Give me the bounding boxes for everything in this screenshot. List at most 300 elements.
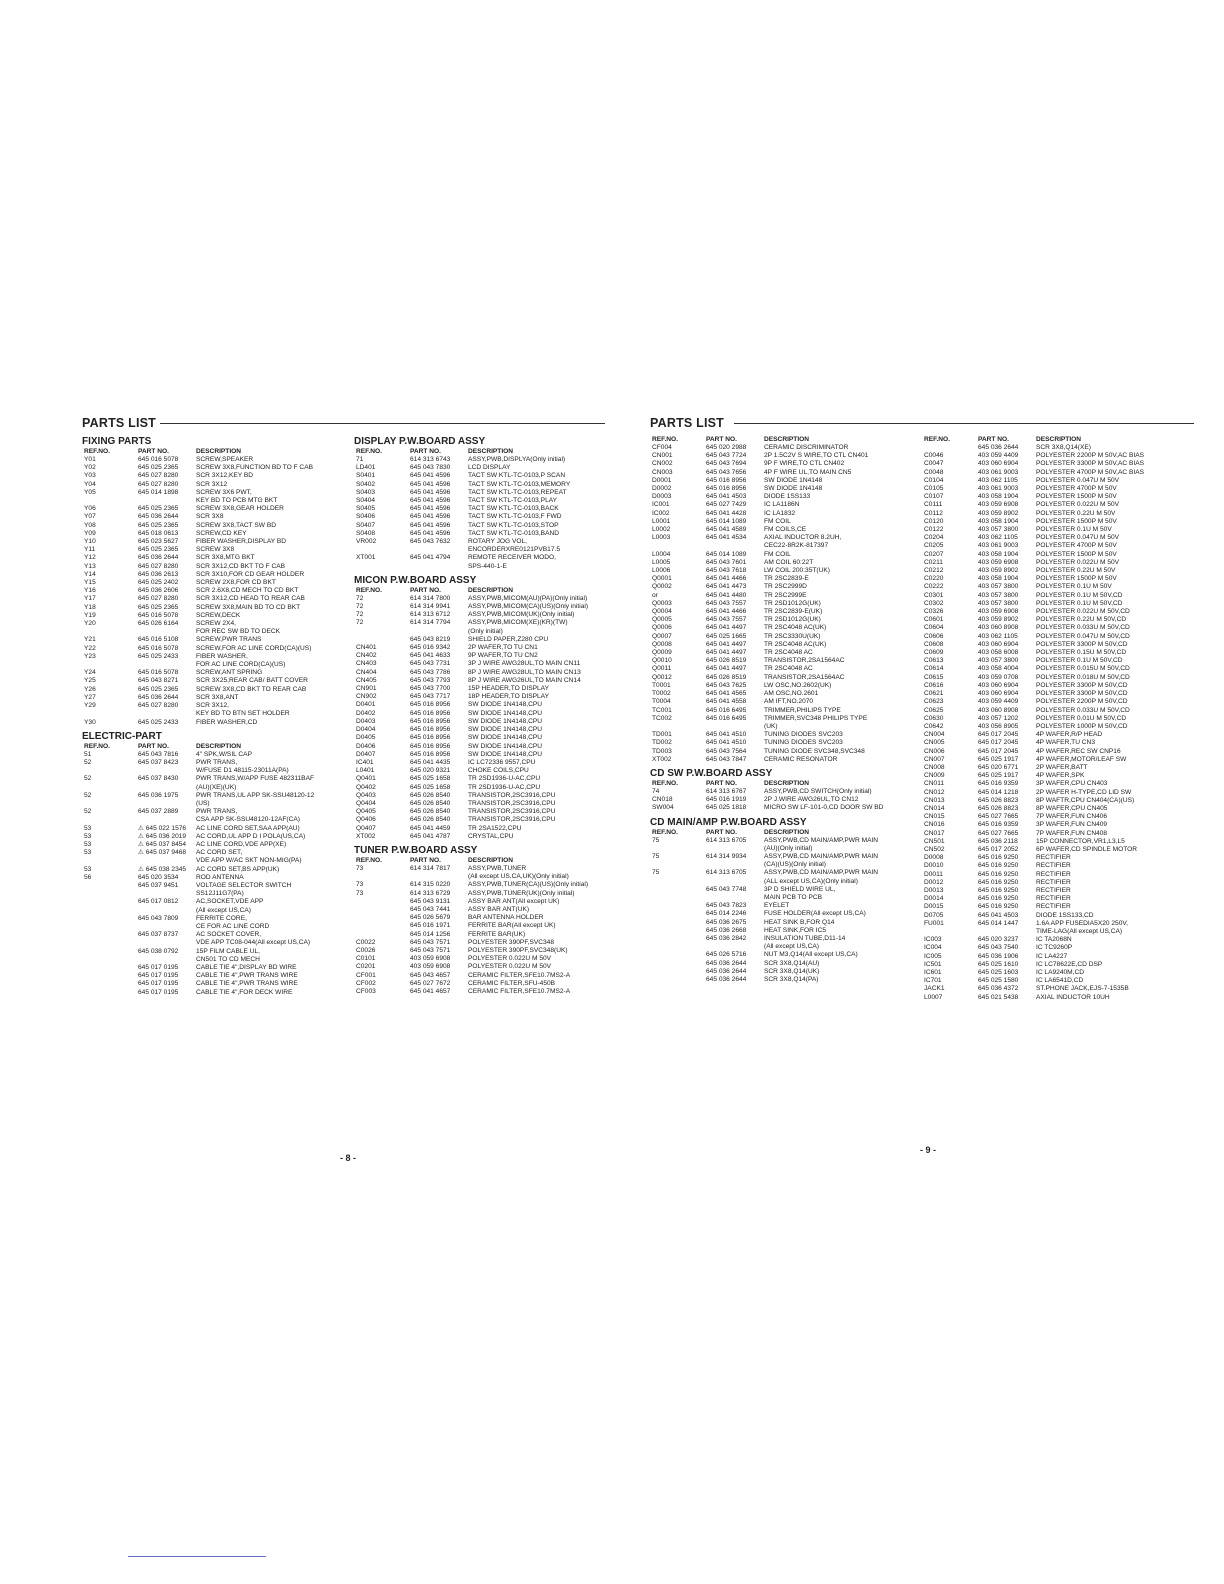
description: KEY BD TO BTN SET HOLDER — [196, 710, 290, 718]
description: SCR 3X8 — [196, 513, 224, 521]
ref-no: 72 — [356, 603, 364, 611]
table-header — [922, 436, 1194, 444]
description: HEAT SINK,FOR IC5 — [764, 926, 827, 934]
part-no: 645 026 5716 — [706, 951, 747, 959]
part-no-header: PART NO. — [706, 828, 738, 836]
ref-no — [82, 915, 138, 923]
description: BAR ANTENNA HOLDER — [468, 914, 544, 922]
description: SCREW,FOR AC LINE CORD(CA)(US) — [196, 644, 312, 652]
ref-no: L0001 — [652, 517, 671, 525]
part-no: 645 041 4596 — [410, 480, 451, 488]
part-no: 645 041 4794 — [410, 554, 451, 562]
table-row — [650, 723, 922, 731]
part-no: 614 313 6705 — [706, 869, 747, 877]
part-no-header: PART NO. — [138, 742, 170, 750]
table-row — [354, 906, 626, 914]
description: POLYESTER 1500P M 50V — [1036, 550, 1117, 558]
description: SCR 3X8,Q14(PA) — [764, 975, 819, 983]
table-row — [354, 718, 626, 726]
part-no: 645 016 5078 — [138, 644, 179, 652]
description: (All except US,CA) — [764, 943, 819, 951]
ref-no — [354, 914, 410, 922]
ref-no: 75 — [652, 869, 660, 877]
description: 8P WAFER,CPU CN405 — [1036, 804, 1108, 812]
description: EYELET — [764, 902, 790, 910]
ref-no: Q0008 — [652, 640, 672, 648]
table-row — [354, 980, 626, 988]
description: SCR 3X8,MTG BKT — [196, 554, 255, 562]
ref-no: 52 — [84, 758, 92, 766]
part-no: 645 014 2246 — [706, 910, 747, 918]
part-no: 645 017 0195 — [138, 988, 179, 996]
description: FOR AC LINE CORD(CA)(US) — [196, 661, 286, 669]
part-no: 403 057 3800 — [978, 657, 1019, 665]
part-no: 645 016 6495 — [706, 706, 747, 714]
parts-list-page-9 — [650, 416, 1195, 1001]
part-no: 645 025 2365 — [138, 505, 179, 513]
description: CEC22-8R2K-817397 — [764, 542, 829, 550]
description: TR 2SC4048 AC(UK) — [764, 624, 827, 632]
table-row — [650, 861, 922, 869]
table-row — [922, 534, 1194, 542]
part-no: 645 041 4428 — [706, 509, 747, 517]
table-row — [82, 759, 354, 767]
part-no: 645 043 7786 — [410, 668, 451, 676]
part-no: 645 025 1665 — [706, 632, 747, 640]
ref-no: Q0001 — [652, 575, 672, 583]
table-row — [922, 624, 1194, 632]
description: 2P WAFER,TO TU CN1 — [468, 644, 538, 652]
description: 15P FILM CABLE UL, — [196, 947, 261, 955]
part-no: 403 060 6904 — [978, 460, 1019, 468]
part-no: 645 043 7823 — [706, 902, 747, 910]
ref-no: CN013 — [924, 796, 945, 804]
description: SCR 3X8,ANT — [196, 693, 239, 701]
ref-no: 53 — [84, 832, 92, 840]
ref-no: Y29 — [84, 702, 96, 710]
ref-no: S0402 — [356, 480, 376, 488]
part-no — [138, 956, 196, 964]
description-header: DESCRIPTION — [1036, 436, 1082, 443]
part-no: 645 041 4435 — [410, 758, 451, 766]
description: TIME-LAG(All except US,CA) — [1036, 927, 1123, 935]
part-no: 403 059 0708 — [978, 673, 1019, 681]
table-row — [650, 583, 922, 591]
part-no — [706, 878, 764, 886]
part-no: 645 043 7793 — [410, 676, 451, 684]
part-no: 645 021 5438 — [978, 993, 1019, 1001]
ref-no — [650, 935, 706, 943]
part-no: 645 043 7571 — [410, 938, 451, 946]
part-no: 645 016 8956 — [410, 709, 451, 717]
part-no: 645 017 0195 — [138, 963, 179, 971]
description: 4P WAFER,MOTOR/LEAF SW — [1036, 755, 1127, 763]
ref-no: CF004 — [652, 444, 672, 451]
part-no: 645 026 8540 — [410, 816, 451, 824]
ref-no: CN402 — [356, 652, 377, 660]
ref-no — [650, 861, 706, 869]
page-title: PARTS LIST — [650, 416, 1195, 432]
part-no: 645 016 6495 — [706, 714, 747, 722]
part-no: 645 016 9342 — [410, 644, 451, 652]
part-no: 645 037 8423 — [138, 758, 179, 766]
ref-no — [922, 928, 978, 936]
description: LW OSC,NO.2602(UK) — [764, 681, 832, 689]
description: (UK) — [764, 722, 778, 730]
description: AC CORD SET, — [196, 849, 243, 857]
ref-no: 56 — [84, 873, 92, 881]
table-row — [922, 944, 1194, 952]
part-no: 645 016 1971 — [410, 922, 451, 930]
table-row — [922, 813, 1194, 821]
ref-no: L0003 — [652, 534, 671, 542]
part-no: 645 027 8280 — [138, 595, 179, 603]
part-no: 645 036 2644 — [138, 693, 179, 701]
part-no: 614 314 7817 — [410, 864, 451, 872]
ref-no: S0407 — [356, 521, 376, 529]
description: POLYESTER 0.1U M 50V — [1036, 526, 1112, 534]
part-no: 645 025 2365 — [138, 521, 179, 529]
part-no: ⚠ 645 036 2019 — [138, 832, 187, 840]
table-row — [82, 522, 354, 530]
table-row — [354, 759, 626, 767]
part-no: 645 017 2045 — [978, 747, 1019, 755]
ref-no: CN002 — [652, 460, 673, 468]
table-row — [354, 538, 626, 546]
part-no: 645 036 2644 — [138, 554, 179, 562]
part-no: 645 037 2889 — [138, 808, 179, 816]
part-no — [410, 546, 468, 554]
table-row — [354, 939, 626, 947]
table-row — [922, 567, 1194, 575]
table-row — [922, 805, 1194, 813]
ref-no — [650, 723, 706, 731]
ref-no: D0013 — [924, 886, 944, 894]
table-row — [922, 657, 1194, 665]
ref-no: C0207 — [924, 550, 944, 558]
description: CERAMIC DISCRIMINATOR — [764, 444, 849, 451]
ref-no: CN405 — [356, 676, 377, 684]
table-row — [354, 660, 626, 668]
ref-no: CF002 — [356, 979, 376, 987]
description: POLYESTER 0.022U M 50V,CD — [1036, 608, 1130, 616]
description: FIBER WASHER,CD — [196, 718, 258, 726]
title-rule — [734, 423, 1194, 424]
table-row — [82, 645, 354, 653]
part-no: 645 018 0613 — [138, 529, 179, 537]
description: 2P 1.5C2V S WIRE,TO CTL CN401 — [764, 452, 869, 460]
part-no: 645 016 8956 — [410, 750, 451, 758]
ref-no: IC001 — [652, 501, 670, 509]
part-no: 645 041 4534 — [706, 534, 747, 542]
table-row — [922, 616, 1194, 624]
description: 3P WAFER,FUN CN409 — [1036, 821, 1108, 829]
description: AC LINE CORD,VDE APP(XE) — [196, 840, 287, 848]
description: 4P WAFER,REC SW CNP16 — [1036, 747, 1121, 755]
ref-no: Q0403 — [356, 791, 376, 799]
description: TUNING DIODES SVC203 — [764, 731, 843, 739]
part-no: 403 057 3800 — [978, 591, 1019, 599]
table-row — [82, 587, 354, 595]
part-no: 645 025 2365 — [138, 685, 179, 693]
part-no: 645 016 8956 — [410, 742, 451, 750]
description: TR 2SC2839-E — [764, 575, 809, 583]
section-title: MICON P.W.BOARD ASSY — [354, 574, 477, 586]
part-no: 645 041 4596 — [410, 497, 451, 505]
part-no: 645 041 4459 — [410, 824, 451, 832]
part-no: 403 059 8902 — [978, 616, 1019, 624]
description: POLYESTER 1000P M 50V,CD — [1036, 722, 1128, 730]
table-row — [650, 845, 922, 853]
part-no — [138, 628, 196, 636]
table-row — [82, 719, 354, 727]
table-row — [922, 756, 1194, 764]
description: TUNING DIODES SVC203 — [764, 739, 843, 747]
table-row — [922, 460, 1194, 468]
table-row — [82, 939, 354, 947]
part-no: 645 041 4466 — [706, 575, 747, 583]
part-no: 403 060 8908 — [978, 624, 1019, 632]
part-no: 645 036 2644 — [706, 967, 747, 975]
table-row — [650, 960, 922, 968]
part-no-header: PART NO. — [410, 856, 442, 864]
table-row — [650, 707, 922, 715]
section-title: CD SW P.W.BOARD ASSY — [650, 767, 773, 779]
part-no — [138, 816, 196, 824]
ref-no-header: REF.NO. — [356, 856, 383, 864]
description: SCREW 3X6 PWT, — [196, 488, 252, 496]
ref-no: C0205 — [924, 542, 944, 550]
description: FERRITE CORE, — [196, 914, 247, 922]
table-row — [82, 956, 354, 964]
table-row — [650, 600, 922, 608]
ref-no: CN902 — [356, 693, 377, 701]
description: SCREW 3X8,GEAR HOLDER — [196, 505, 284, 513]
description: IC LA1832 — [764, 509, 796, 517]
part-no: 645 041 4497 — [706, 649, 747, 657]
ref-no: Y03 — [84, 472, 96, 480]
table-row — [922, 469, 1194, 477]
ref-no: CN008 — [924, 763, 945, 771]
ref-no — [354, 546, 410, 554]
ref-no: JACK1 — [924, 985, 945, 993]
table-row — [82, 866, 354, 874]
part-no: 645 036 1975 — [138, 791, 179, 799]
part-no: 614 315 0220 — [410, 881, 451, 889]
table-row — [922, 994, 1194, 1002]
table-row — [82, 784, 354, 792]
part-no: 645 037 8430 — [138, 775, 179, 783]
ref-no: Q0007 — [652, 632, 672, 640]
part-no: 645 043 7748 — [706, 885, 747, 893]
ref-no: C0022 — [356, 938, 376, 946]
description: TACT SW KTL-TC-0103,BACK — [468, 505, 559, 513]
table-row — [354, 881, 626, 889]
description-header: DESCRIPTION — [196, 742, 242, 750]
part-no: 645 043 7601 — [706, 558, 747, 566]
part-no: 645 026 8823 — [978, 804, 1019, 812]
part-no: 645 041 4473 — [706, 583, 747, 591]
table-row — [354, 481, 626, 489]
description: IC LC78622E,CD DSP — [1036, 960, 1103, 968]
description: ASSY,PWB,MICOM(XE)(KR)(TW) — [468, 619, 568, 627]
ref-no: Y22 — [84, 644, 96, 652]
table-row — [82, 497, 354, 505]
table-row — [354, 972, 626, 980]
part-no: 645 014 1218 — [978, 788, 1019, 796]
part-no: 403 057 1202 — [978, 714, 1019, 722]
description: 3P D SHIELD WIRE UL, — [764, 885, 836, 893]
part-no: 645 027 8280 — [138, 472, 179, 480]
table-row — [354, 669, 626, 677]
table-row — [922, 665, 1194, 673]
description: POLYESTER 0.1U M 50V,CD — [1036, 657, 1123, 665]
ref-no: Q0404 — [356, 799, 376, 807]
part-no: 645 020 6771 — [978, 763, 1019, 771]
part-no: 645 043 7557 — [706, 599, 747, 607]
ref-no — [82, 956, 138, 964]
part-no: 645 020 3237 — [978, 936, 1019, 944]
part-no: 645 014 1898 — [138, 488, 179, 496]
table-row — [650, 510, 922, 518]
part-no: 645 036 2606 — [138, 587, 179, 595]
description: AXIAL INDUCTOR 10UH — [1036, 993, 1110, 1001]
table-row — [82, 530, 354, 538]
part-no: 645 043 9131 — [410, 897, 451, 905]
part-no: 403 057 3800 — [978, 526, 1019, 534]
ref-no: D0403 — [356, 717, 376, 725]
table-row — [82, 694, 354, 702]
table-row — [650, 534, 922, 542]
table-row — [922, 961, 1194, 969]
ref-no: FU001 — [924, 919, 944, 927]
part-no: 645 016 8956 — [410, 701, 451, 709]
description: ASSY,PWB,CD MAIN/AMP,PWR MAIN — [764, 852, 879, 860]
table-row — [354, 914, 626, 922]
part-no — [138, 857, 196, 865]
description: ROD ANTENNA — [196, 873, 244, 881]
table-row — [922, 723, 1194, 731]
description: 1.6A APP FUSEDIA5X20 250V, — [1036, 919, 1129, 927]
ref-no — [82, 497, 138, 505]
part-no: 645 041 4596 — [410, 513, 451, 521]
part-no: 645 026 8540 — [410, 799, 451, 807]
description: CABLE TIE 4",DISPLAY BD WIRE — [196, 963, 297, 971]
table-row — [922, 444, 1194, 452]
ref-no: 73 — [356, 864, 364, 872]
ref-no — [82, 948, 138, 956]
description: POLYESTER 390PF,SVC348(UK) — [468, 946, 568, 954]
ref-no: C0326 — [924, 608, 944, 616]
columns — [650, 436, 1194, 1002]
table-row — [354, 955, 626, 963]
ref-no: CN006 — [924, 747, 945, 755]
part-no: 645 016 5108 — [138, 636, 179, 644]
description: CERAMIC FILTER,SFE10.7MS2-A — [468, 987, 571, 995]
description: POLYESTER 0.047U M 50V — [1036, 534, 1120, 542]
table-row — [650, 542, 922, 550]
ref-no: C0220 — [924, 575, 944, 583]
table-row — [354, 595, 626, 603]
ref-no: XT001 — [356, 554, 376, 562]
part-no: 645 036 2118 — [978, 837, 1018, 845]
part-no: 645 026 8540 — [410, 808, 451, 816]
description: FOR REC SW BD TO DECK — [196, 628, 281, 636]
part-no: 645 025 2402 — [138, 579, 179, 587]
table-row — [650, 927, 922, 935]
part-no: 403 060 6904 — [978, 640, 1019, 648]
ref-no: C0222 — [924, 583, 944, 591]
part-no: ⚠ 645 037 8454 — [138, 840, 187, 848]
table-row — [82, 669, 354, 677]
ref-no: CN015 — [924, 813, 945, 821]
ref-no: C0105 — [924, 485, 944, 493]
part-no: 645 025 1917 — [978, 772, 1019, 780]
part-no: 403 060 6904 — [978, 681, 1019, 689]
table-row — [354, 677, 626, 685]
table-row — [82, 489, 354, 497]
ref-no: Y06 — [84, 505, 96, 513]
table-row — [354, 472, 626, 480]
part-no: 645 041 4510 — [706, 739, 747, 747]
description: TACT SW KTL-TC-0103,P SCAN — [468, 472, 566, 480]
description: SCREW 3X8 — [196, 546, 235, 554]
ref-no: D0003 — [652, 493, 672, 501]
table-row — [354, 710, 626, 718]
description: SCREW 3X8,TACT SW BD — [196, 521, 276, 529]
table-header — [650, 436, 922, 444]
description: 8P WAFTR,CPU CN404(CA)(US) — [1036, 796, 1135, 804]
ref-no: L0006 — [652, 567, 671, 575]
description: (All except US,CA,UK)(Only initial) — [468, 873, 569, 881]
table-row — [922, 838, 1194, 846]
description: POLYESTER 3300P M 50V,AC BIAS — [1036, 460, 1144, 468]
table-row — [354, 784, 626, 792]
ref-no: C0026 — [356, 946, 376, 954]
ref-no: Y16 — [84, 587, 96, 595]
ref-no: IC401 — [356, 758, 374, 766]
ref-no: S0403 — [356, 488, 376, 496]
part-no: 645 016 9250 — [978, 886, 1019, 894]
table-row — [354, 644, 626, 652]
ref-no: TD001 — [652, 731, 672, 739]
description: SCR 3X10,FOR CD GEAR HOLDER — [196, 570, 305, 578]
table-row — [650, 796, 922, 804]
column-left — [82, 436, 354, 997]
ref-no: CN016 — [924, 821, 945, 829]
description: TR 2SC2999E — [764, 591, 807, 599]
part-no: 645 043 7809 — [138, 914, 179, 922]
part-no: 645 017 2045 — [978, 731, 1019, 739]
table-row — [922, 633, 1194, 641]
part-no: 645 043 7656 — [706, 468, 747, 476]
part-no: 645 041 4596 — [410, 488, 451, 496]
description: ASSY,PWB,MICOM(CA)(US)(Only initial) — [468, 603, 589, 611]
part-no — [138, 497, 196, 505]
table-row — [650, 804, 922, 812]
ref-no — [650, 927, 706, 935]
part-no: 645 026 6164 — [138, 620, 179, 628]
table-row — [354, 734, 626, 742]
description: IC TC9260P — [1036, 944, 1073, 952]
table-row — [354, 505, 626, 513]
table-row — [922, 928, 1194, 936]
ref-no: C0301 — [924, 591, 944, 599]
table-row — [650, 592, 922, 600]
ref-no: 53 — [84, 840, 92, 848]
part-no: 645 025 1658 — [410, 775, 451, 783]
part-no — [138, 939, 196, 947]
